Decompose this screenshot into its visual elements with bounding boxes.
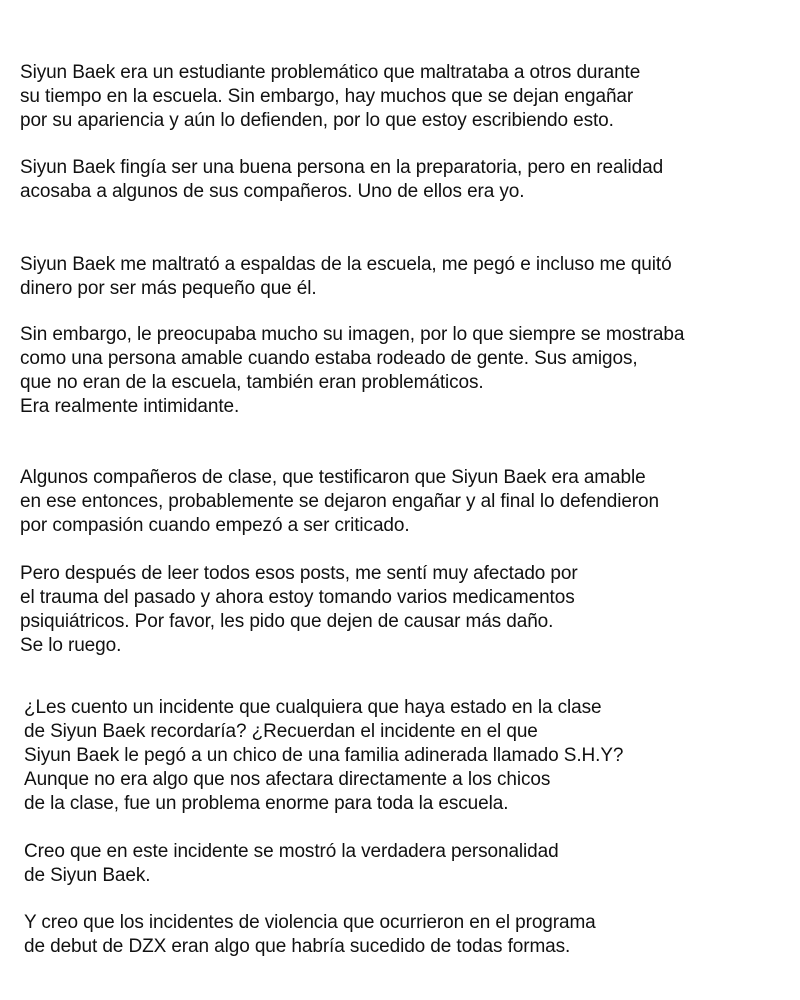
- paragraph-6: [20, 562, 578, 658]
- text-line: por su apariencia y aún lo defienden, por lo que estoy escribiendo esto.: [20, 110, 614, 131]
- text-line: Pero después de leer todos esos posts, me sentí muy afectado por: [20, 563, 578, 584]
- text-line: Aunque no era algo que nos afectara directamente a los chicos: [24, 769, 551, 790]
- text-line: en ese entonces, probablemente se dejaron engañar y al final lo defendieron: [20, 491, 659, 512]
- paragraph-1: [20, 61, 640, 133]
- paragraph-8: [24, 840, 559, 888]
- text-line: de debut de DZX eran algo que habría sucedido de todas formas.: [24, 936, 571, 957]
- paragraph-9: [24, 911, 596, 959]
- text-line: Siyun Baek me maltrató a espaldas de la escuela, me pegó e incluso me quitó: [20, 254, 672, 275]
- text-line: de Siyun Baek.: [24, 865, 151, 886]
- paragraph-2: [20, 156, 663, 204]
- text-line: ¿Les cuento un incidente que cualquiera que haya estado en la clase: [24, 697, 602, 718]
- paragraph-7: [24, 696, 623, 816]
- text-line: Siyun Baek le pegó a un chico de una familia adinerada llamado S.H.Y?: [24, 745, 624, 766]
- paragraph-4: [20, 323, 684, 419]
- text-line: que no eran de la escuela, también eran problemáticos.: [20, 372, 484, 393]
- text-line: Siyun Baek fingía ser una buena persona en la preparatoria, pero en realidad: [20, 157, 664, 178]
- text-line: Creo que en este incidente se mostró la verdadera personalidad: [24, 841, 559, 862]
- text-line: Sin embargo, le preocupaba mucho su imagen, por lo que siempre se mostraba: [20, 324, 685, 345]
- text-line: psiquiátricos. Por favor, les pido que dejen de causar más daño.: [20, 611, 554, 632]
- paragraph-3: [20, 253, 672, 301]
- text-line: Se lo ruego.: [20, 635, 122, 656]
- text-line: Era realmente intimidante.: [20, 396, 240, 417]
- text-line: su tiempo en la escuela. Sin embargo, hay muchos que se dejan engañar: [20, 86, 634, 107]
- text-line: el trauma del pasado y ahora estoy tomando varios medicamentos: [20, 587, 575, 608]
- text-line: Y creo que los incidentes de violencia que ocurrieron en el programa: [24, 912, 596, 933]
- text-line: Siyun Baek era un estudiante problemático que maltrataba a otros durante: [20, 62, 641, 83]
- text-line: por compasión cuando empezó a ser criticado.: [20, 515, 410, 536]
- text-line: dinero por ser más pequeño que él.: [20, 278, 317, 299]
- text-line: de Siyun Baek recordaría? ¿Recuerdan el incidente en el que: [24, 721, 538, 742]
- text-line: de la clase, fue un problema enorme para toda la escuela.: [24, 793, 509, 814]
- text-line: acosaba a algunos de sus compañeros. Uno de ellos era yo.: [20, 181, 525, 202]
- text-line: Algunos compañeros de clase, que testificaron que Siyun Baek era amable: [20, 467, 646, 488]
- paragraph-5: [20, 466, 659, 538]
- text-line: como una persona amable cuando estaba rodeado de gente. Sus amigos,: [20, 348, 638, 369]
